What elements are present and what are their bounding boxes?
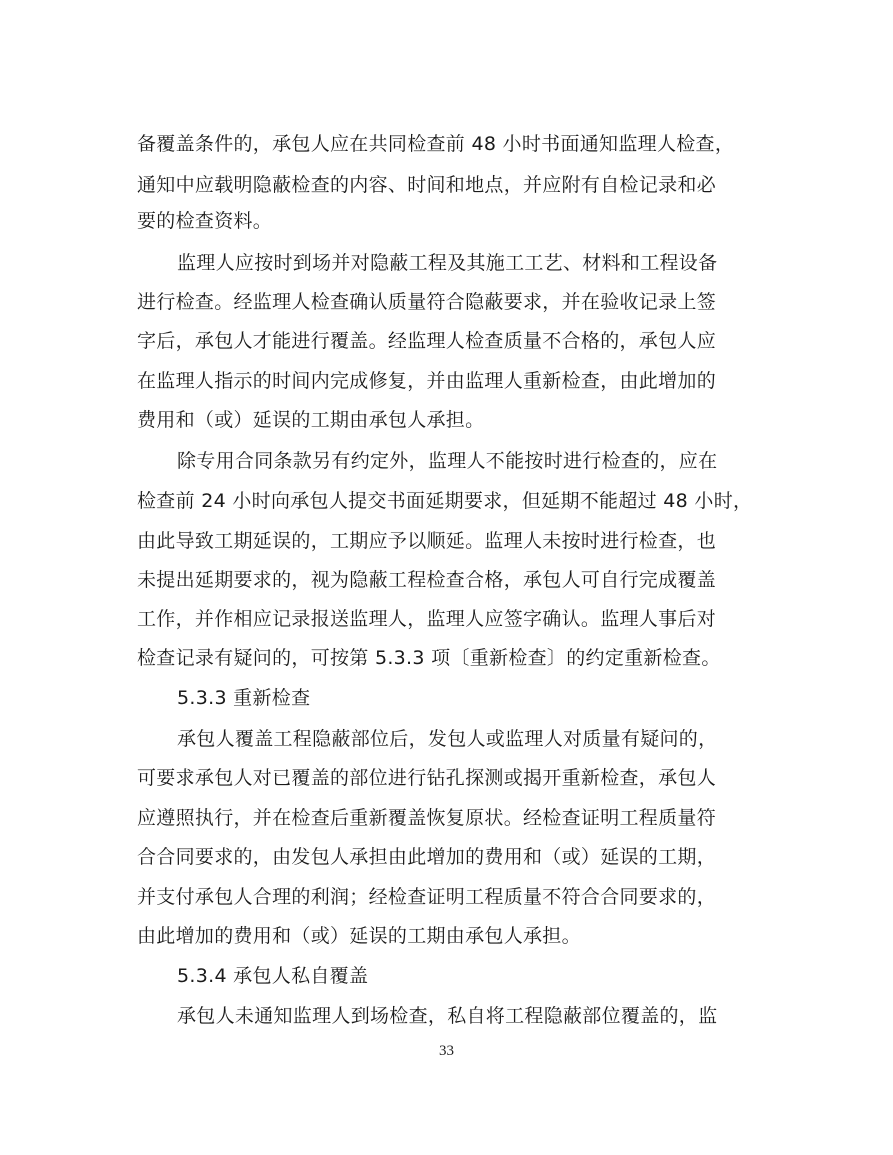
text-line: 并支付承包人合理的利润；经检查证明工程质量不符合合同要求的， bbox=[137, 886, 717, 908]
page-number: 33 bbox=[439, 1043, 454, 1059]
paragraph-first-line: 承包人未通知监理人到场检查，私自将工程隐蔽部位覆盖的，监 bbox=[177, 1005, 718, 1027]
text-line: 备覆盖条件的，承包人应在共同检查前 48 小时书面通知监理人检查， bbox=[137, 133, 735, 155]
paragraph-first-line: 除专用合同条款另有约定外，监理人不能按时进行检查的，应在 bbox=[177, 450, 718, 472]
text-line: 检查记录有疑问的，可按第 5.3.3 项〔重新检查〕的约定重新检查。 bbox=[137, 647, 721, 669]
text-line: 应遵照执行，并在检查后重新覆盖恢复原状。经检查证明工程质量符 bbox=[137, 807, 717, 829]
text-line: 通知中应载明隐蔽检查的内容、时间和地点，并应附有自检记录和必 bbox=[137, 174, 717, 196]
paragraph-first-line: 承包人覆盖工程隐蔽部位后，发包人或监理人对质量有疑问的， bbox=[177, 728, 718, 750]
text-line: 在监理人指示的时间内完成修复，并由监理人重新检查，由此增加的 bbox=[137, 370, 717, 392]
text-line: 由此导致工期延误的，工期应予以顺延。监理人未按时进行检查，也 bbox=[137, 530, 717, 552]
text-line: 进行检查。经监理人检查确认质量符合隐蔽要求，并在验收记录上签 bbox=[137, 291, 717, 313]
text-line: 合合同要求的，由发包人承担由此增加的费用和（或）延误的工期， bbox=[137, 846, 717, 868]
paragraph-first-line: 监理人应按时到场并对隐蔽工程及其施工工艺、材料和工程设备 bbox=[177, 252, 718, 274]
text-line: 要的检查资料。 bbox=[137, 210, 273, 232]
text-line: 可要求承包人对已覆盖的部位进行钻孔探测或揭开重新检查，承包人 bbox=[137, 767, 717, 789]
text-line: 检查前 24 小时向承包人提交书面延期要求，但延期不能超过 48 小时， bbox=[137, 490, 753, 512]
text-line: 字后，承包人才能进行覆盖。经监理人检查质量不合格的，承包人应 bbox=[137, 330, 717, 352]
section-heading-5-3-3: 5.3.3 重新检查 bbox=[177, 687, 311, 709]
text-line: 费用和（或）延误的工期由承包人承担。 bbox=[137, 409, 485, 431]
text-line: 未提出延期要求的，视为隐蔽工程检查合格，承包人可自行完成覆盖 bbox=[137, 569, 717, 591]
text-line: 工作，并作相应记录报送监理人，监理人应签字确认。监理人事后对 bbox=[137, 608, 717, 630]
text-line: 由此增加的费用和（或）延误的工期由承包人承担。 bbox=[137, 925, 581, 947]
section-heading-5-3-4: 5.3.4 承包人私自覆盖 bbox=[177, 965, 369, 987]
